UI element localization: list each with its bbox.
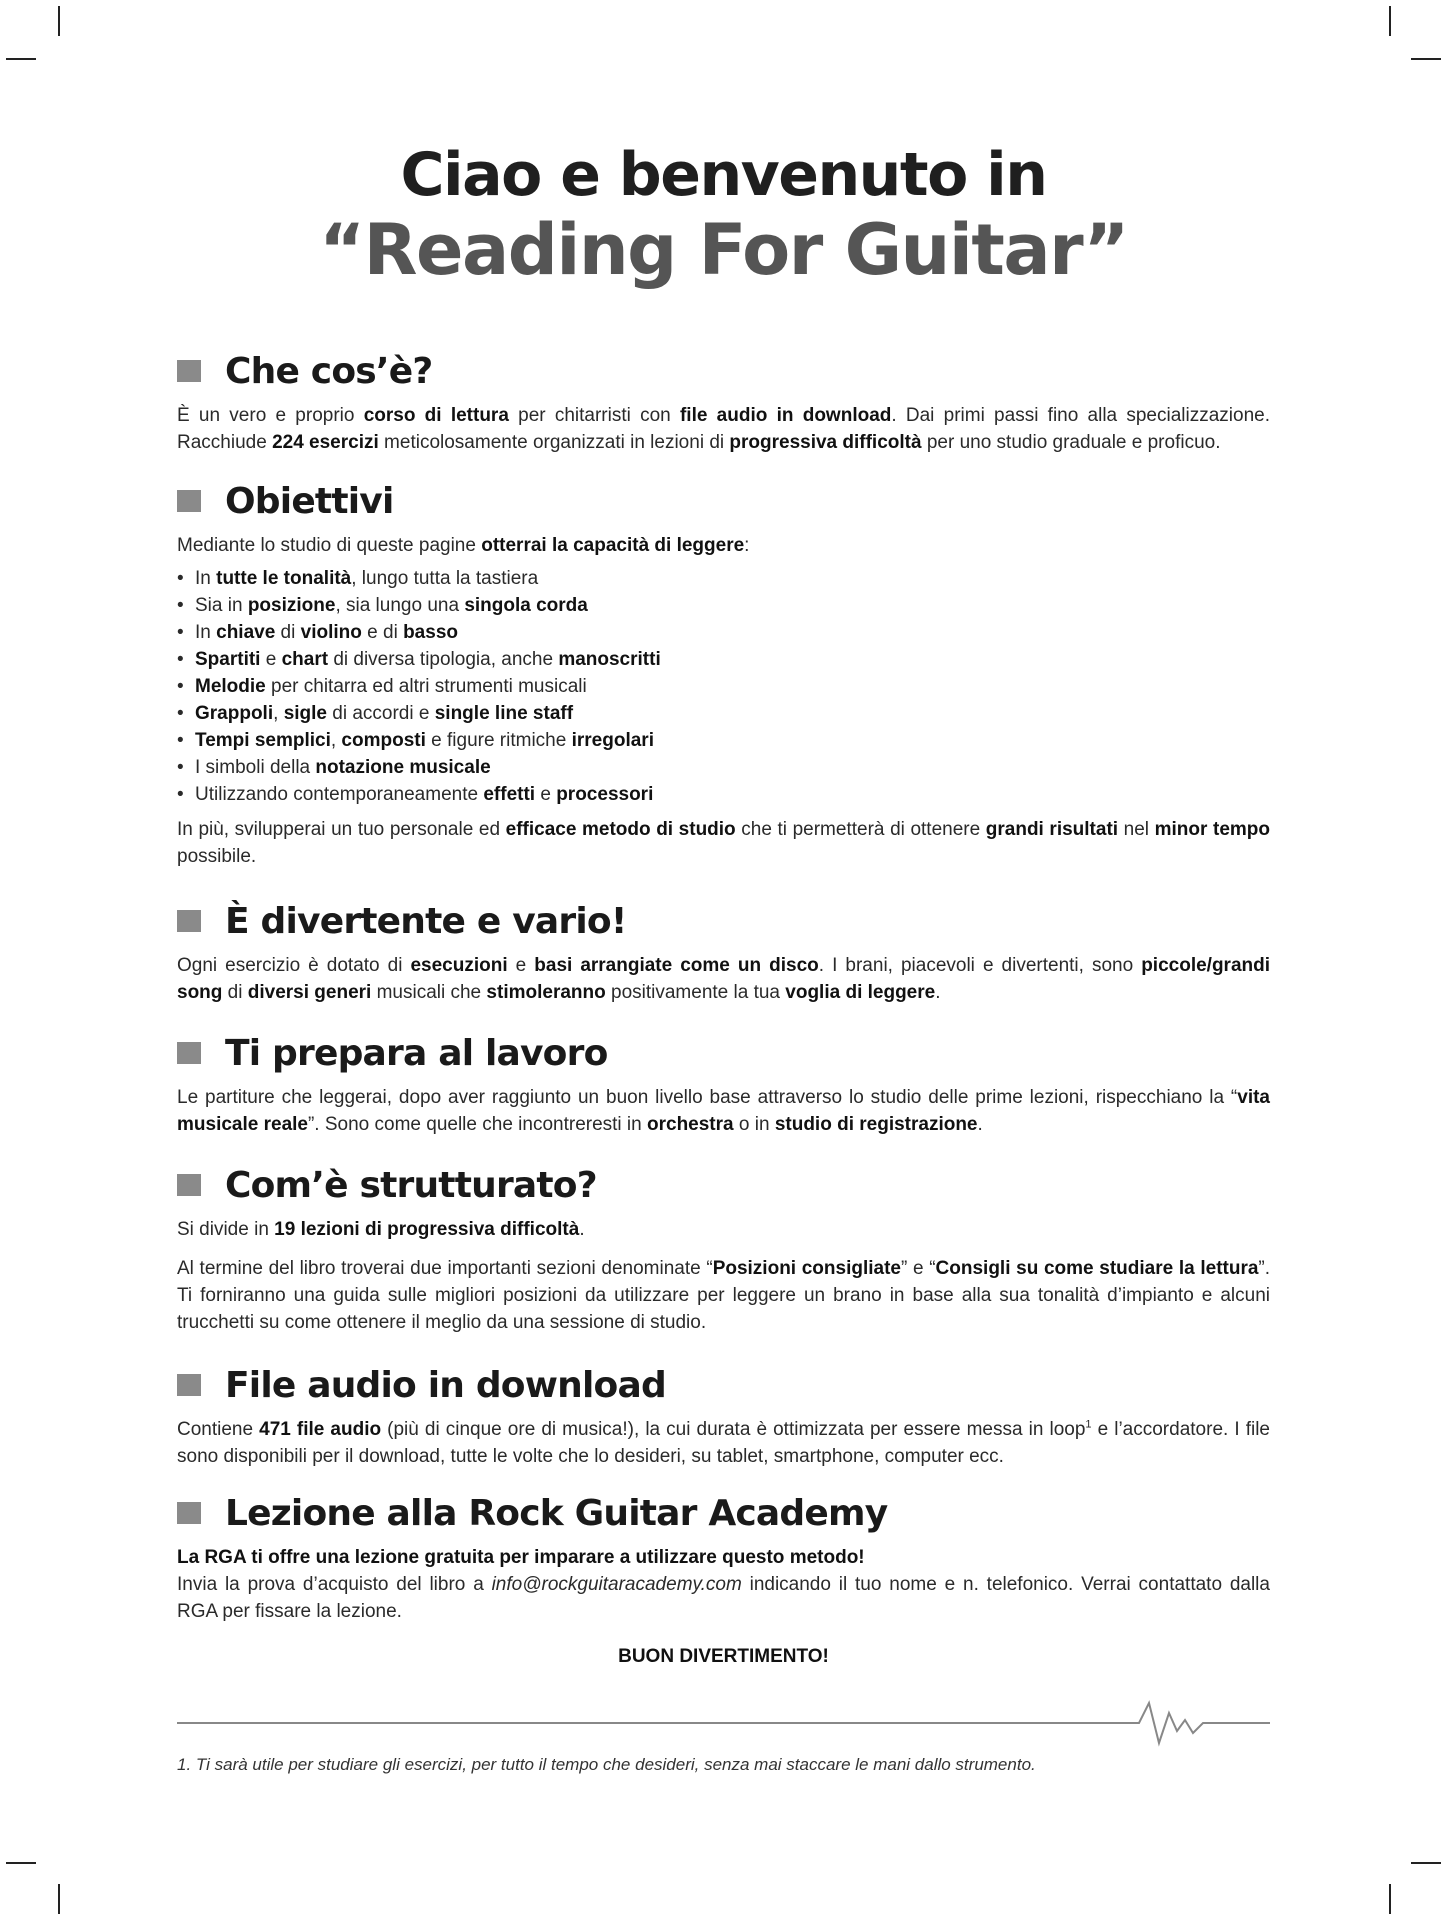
list-item: • Melodie per chitarra ed altri strumenti musicali: [177, 673, 1270, 700]
section-title: Lezione alla Rock Guitar Academy: [225, 1492, 888, 1534]
section-work: [177, 1030, 1270, 1138]
section-paragraph: Contiene 471 file audio (più di cinque ore di musica!), la cui durata è ottimizzata per essere messa in loop$^1$ e l’accordatore. I file sono disponibili per il download, tutte le volte che lo desideri, su tablet, smartphone, computer ecc.: [177, 1418, 1270, 1467]
section-paragraph: Ogni esercizio è dotato di esecuzioni e basi arrangiate come un disco. I brani, piacevoli e divertenti, sono piccole/grandi song di diversi generi musicali che stimoleranno positivamente la tua voglia di leggere.: [177, 955, 1271, 1003]
closing-text: BUON DIVERTIMENTO!: [618, 1646, 829, 1667]
section-paragraph: Al termine del libro troverai due importanti sezioni denominate “Posizioni consigliate” e “Consigli su come studiare la lettura”. Ti forniranno una guida sulle migliori posizioni da utilizzare per leggere un brano in base alla sua tonalità d’impianto e alcuni trucchetti su come ottenere il meglio da una sessione di studio.: [177, 1258, 1271, 1333]
section-fun: [177, 898, 1270, 1006]
square-bullet-icon: [177, 1174, 201, 1196]
email-link[interactable]: info@rockguitaracademy.com: [491, 1574, 742, 1595]
crop-mark: [6, 58, 36, 60]
section-audio: [177, 1362, 1270, 1470]
list-item: • In tutte le tonalità, lungo tutta la tastiera: [177, 565, 1270, 592]
list-item: • In chiave di violino e di basso: [177, 619, 1270, 646]
section-paragraph: In più, svilupperai un tuo personale ed efficace metodo di studio che ti permetterà di ottenere grandi risultati nel minor tempo possibile.: [177, 819, 1271, 867]
crop-mark: [1411, 1862, 1441, 1864]
section-title: Obiettivi: [225, 480, 394, 522]
crop-mark: [58, 1884, 60, 1914]
section-paragraph: È un vero e proprio corso di lettura per chitarristi con file audio in download. Dai primi passi fino alla specializzazione. Racchiude 224 esercizi meticolosamente organizzati in lezioni di progressiva difficoltà per uno studio graduale e proficuo.: [177, 405, 1270, 453]
heartbeat-line-icon: [177, 1703, 1270, 1743]
page-title-line2: “Reading For Guitar”: [319, 209, 1128, 291]
list-item: • Tempi semplici, composti e figure ritmiche irregolari: [177, 727, 1270, 754]
page-title-line1: Ciao e benvenuto in: [400, 140, 1047, 210]
section-goals: [177, 478, 1270, 870]
section-paragraph: Invia la prova d’acquisto del libro a info@rockguitaracademy.com indicando il tuo nome e n. telefonico. Verrai contattato dalla RGA per fissare la lezione.: [177, 1574, 1270, 1622]
section-paragraph: Mediante lo studio di queste pagine otterrai la capacità di leggere:: [177, 535, 750, 556]
crop-mark: [1389, 1884, 1391, 1914]
crop-mark: [1389, 6, 1391, 36]
crop-mark: [6, 1862, 36, 1864]
list-item: • I simboli della notazione musicale: [177, 754, 1270, 781]
section-title: File audio in download: [225, 1364, 666, 1406]
square-bullet-icon: [177, 910, 201, 932]
page-title: [0, 140, 1447, 290]
section-paragraph: Le partiture che leggerai, dopo aver raggiunto un buon livello base attraverso lo studio delle prime lezioni, rispecchiano la “vita musicale reale”. Sono come quelle che incontreresti in orchestra o in studio di registrazione.: [177, 1087, 1270, 1135]
list-item: • Grappoli, sigle di accordi e single line staff: [177, 700, 1270, 727]
section-paragraph: Si divide in 19 lezioni di progressiva difficoltà.: [177, 1219, 585, 1240]
section-title: Ti prepara al lavoro: [225, 1032, 608, 1074]
section-what: [177, 348, 1270, 456]
list-item: • Utilizzando contemporaneamente effetti e processori: [177, 781, 1270, 808]
list-item: • Spartiti e chart di diversa tipologia, anche manoscritti: [177, 646, 1270, 673]
square-bullet-icon: [177, 490, 201, 512]
section-title: Com’è strutturato?: [225, 1164, 597, 1206]
square-bullet-icon: [177, 1374, 201, 1396]
square-bullet-icon: [177, 360, 201, 382]
section-title: È divertente e vario!: [225, 900, 627, 942]
goals-list: [177, 565, 1270, 808]
crop-mark: [1411, 58, 1441, 60]
section-structure: [177, 1162, 1270, 1336]
footnote: 1. Ti sarà utile per studiare gli esercizi, per tutto il tempo che desideri, senza mai staccare le mani dallo strumento.: [177, 1755, 1036, 1774]
list-item: • Sia in posizione, sia lungo una singola corda: [177, 592, 1270, 619]
section-title: Che cos’è?: [225, 350, 433, 392]
crop-mark: [58, 6, 60, 36]
lesson-lead: La RGA ti offre una lezione gratuita per imparare a utilizzare questo metodo!: [177, 1547, 865, 1568]
square-bullet-icon: [177, 1502, 201, 1524]
footnote-ref: 1: [1085, 1418, 1092, 1431]
section-lesson: [177, 1490, 1270, 1670]
square-bullet-icon: [177, 1042, 201, 1064]
